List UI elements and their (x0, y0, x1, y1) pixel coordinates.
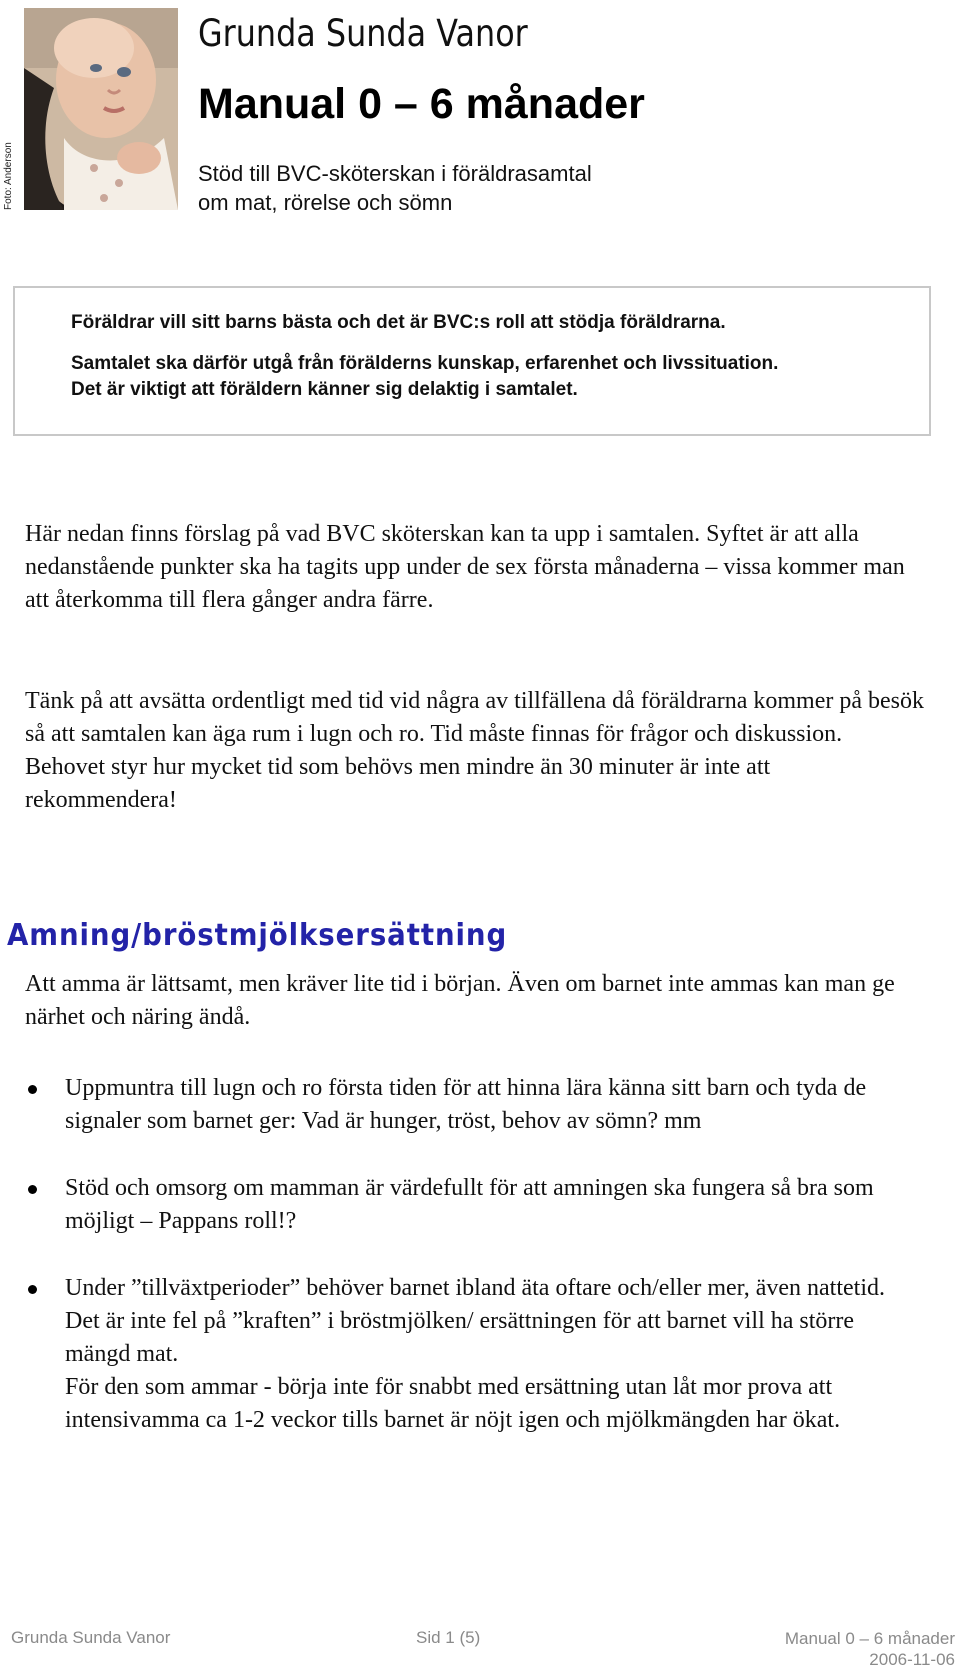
footer-left: Grunda Sunda Vanor (11, 1628, 171, 1647)
bullet-text: Uppmuntra till lugn och ro första tiden för att hinna lära känna sitt barn och tyda de signaler som barnet ger: Vad är hunger, tröst, behov av sömn? mm (65, 1075, 867, 1134)
intro-line-text: Det är viktigt att föräldern känner sig delaktig i samtalet. (71, 379, 578, 400)
subtitle-line: om mat, rörelse och sömn (198, 190, 453, 215)
subtitle-line: Stöd till BVC-sköterskan i föräldrasamtal (198, 161, 592, 186)
bullet-item (25, 1172, 925, 1238)
bullet-icon (28, 1285, 37, 1294)
footer-doc-title: Manual 0 – 6 månader (784, 1629, 955, 1648)
bullet-item (25, 1072, 925, 1138)
intro-line: Föräldrar vill sitt barns bästa och det är BVC:s roll att stödja föräldrarna. (71, 312, 726, 333)
bullet-extra-text: För den som ammar - börja inte för snabbt med ersättning utan låt mor prova att intensivamma ca 1-2 veckor tills barnet är nöjt igen och mjölkmängden har ökat. (65, 1374, 841, 1433)
brand-name: Grunda Sunda Vanor (198, 12, 528, 55)
bullet-item (25, 1272, 925, 1437)
baby-photo (24, 8, 178, 210)
body-paragraph: Här nedan finns förslag på vad BVC sköterskan kan ta upp i samtalen. Syftet är att alla nedanstående punkter ska ha tagits upp under de sex första månaderna – vissa kommer man att återkomma till flera gånger andra färre. (25, 521, 905, 613)
page-title: Manual 0 – 6 månader (198, 80, 645, 128)
bullet-text: Under ”tillväxtperioder” behöver barnet ibland äta oftare och/eller mer, även nattetid. Det är inte fel på ”kraften” i bröstmjölken/ ersättningen för att barnet vill ha större mängd mat. (65, 1275, 885, 1367)
bullet-text: Stöd och omsorg om mamman är värdefullt för att amningen ska fungera så bra som möjligt – Pappans roll!? (65, 1175, 874, 1234)
body-paragraph: Tänk på att avsätta ordentligt med tid vid några av tillfällena då föräldrarna kommer på besök så att samtalen kan äga rum i lugn och ro. Tid måste finnas för frågor och diskussion. Behovet styr hur mycket tid som behövs men mindre än 30 minuter är inte att rekommendera! (25, 688, 925, 813)
intro-box (13, 286, 931, 436)
footer-right (785, 1628, 955, 1670)
footer-date: 2006-11-06 (869, 1650, 955, 1669)
bullet-list (25, 1072, 925, 1437)
page-subtitle (198, 159, 592, 217)
intro-line (71, 351, 929, 403)
photo-credit: Foto: Anderson (3, 142, 14, 210)
bullet-icon (28, 1185, 37, 1194)
page-number: Sid 1 (5) (416, 1628, 481, 1647)
intro-line-text: Samtalet ska därför utgå från förälderns kunskap, erfarenhet och livssituation. (71, 353, 779, 374)
bullet-icon (28, 1085, 37, 1094)
page-footer (0, 1628, 960, 1668)
section-intro: Att amma är lättsamt, men kräver lite tid i början. Även om barnet inte ammas kan man ge närhet och näring ändå. (25, 971, 895, 1030)
section-heading: Amning/bröstmjölksersättning (7, 918, 508, 953)
